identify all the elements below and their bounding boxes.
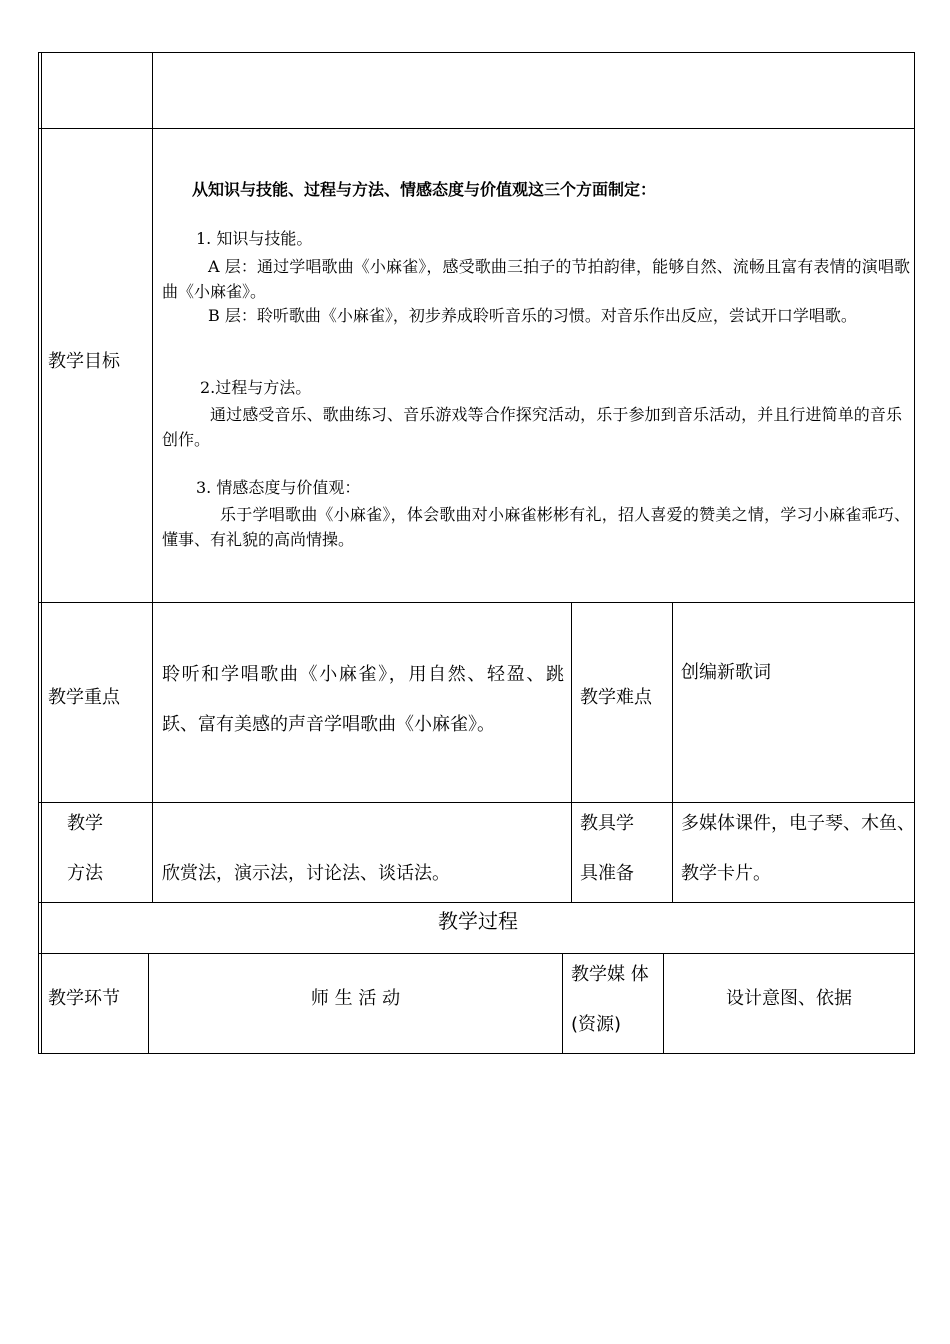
process-col-media-line2: (资源) xyxy=(571,1014,622,1035)
methods-label-line2: 方法 xyxy=(67,863,103,884)
col-divider xyxy=(672,602,673,902)
col-divider xyxy=(571,602,572,902)
section1-b-text: B 层：聆听歌曲《小麻雀》，初步养成聆听音乐的习惯。对音乐作出反应，尝试开口学唱歌。 xyxy=(208,306,857,325)
section3-title: 3. 情感态度与价值观： xyxy=(196,478,361,497)
section1-title: 1. 知识与技能。 xyxy=(196,229,313,248)
col-divider xyxy=(562,953,563,1053)
tools-text-line1: 多媒体课件，电子琴、木鱼、 xyxy=(681,813,915,834)
objectives-intro: 从知识与技能、过程与方法、情感态度与价值观这三个方面制定： xyxy=(192,180,657,199)
section2-text: 通过感受音乐、歌曲练习、音乐游戏等合作探究活动，乐于参加到音乐活动，并且行进简单的音乐创作。 xyxy=(162,405,902,449)
section3-text: 乐于学唱歌曲《小麻雀》，体会歌曲对小麻雀彬彬有礼，招人喜爱的赞美之情，学习小麻雀乖巧、懂事、有礼貌的高尚情操。 xyxy=(162,505,910,549)
table-border-right xyxy=(914,52,915,1054)
process-col-media-line1: 教学媒 体 xyxy=(571,964,649,985)
tools-label-line2: 具准备 xyxy=(580,863,634,884)
table-border-left-inner xyxy=(41,52,42,1054)
table-border-left xyxy=(38,52,39,1054)
section1-a-text: A 层：通过学唱歌曲《小麻雀》，感受歌曲三拍子的节拍韵律，能够自然、流畅且富有表情的演唱歌曲《小麻雀》。 xyxy=(162,257,910,301)
tools-label-line1: 教具学 xyxy=(580,813,634,834)
process-col-stage: 教学环节 xyxy=(48,988,120,1009)
row-divider xyxy=(38,902,915,903)
tools-text-line2: 教学卡片。 xyxy=(681,863,771,884)
key-points-label: 教学重点 xyxy=(48,687,120,708)
methods-text: 欣赏法，演示法，讨论法、谈话法。 xyxy=(162,863,450,884)
process-col-activities: 师 生 活 动 xyxy=(310,988,401,1009)
col-divider xyxy=(152,52,153,902)
process-col-design: 设计意图、依据 xyxy=(726,988,852,1009)
difficulty-label: 教学难点 xyxy=(580,687,652,708)
table-border-top xyxy=(38,52,915,53)
methods-label-line1: 教学 xyxy=(67,813,103,834)
key-points-text: 聆听和学唱歌曲《小麻雀》，用自然、轻盈、跳跃、富有美感的声音学唱歌曲《小麻雀》。 xyxy=(162,664,564,735)
process-title: 教学过程 xyxy=(438,909,518,933)
objectives-label: 教学目标 xyxy=(48,351,120,372)
row-divider xyxy=(38,953,915,954)
row-divider xyxy=(38,802,915,803)
row-divider xyxy=(38,128,915,129)
difficulty-text: 创编新歌词 xyxy=(681,662,771,683)
section2-title: 2.过程与方法。 xyxy=(200,378,312,397)
table-border-bottom xyxy=(38,1053,915,1054)
row-divider xyxy=(38,602,915,603)
